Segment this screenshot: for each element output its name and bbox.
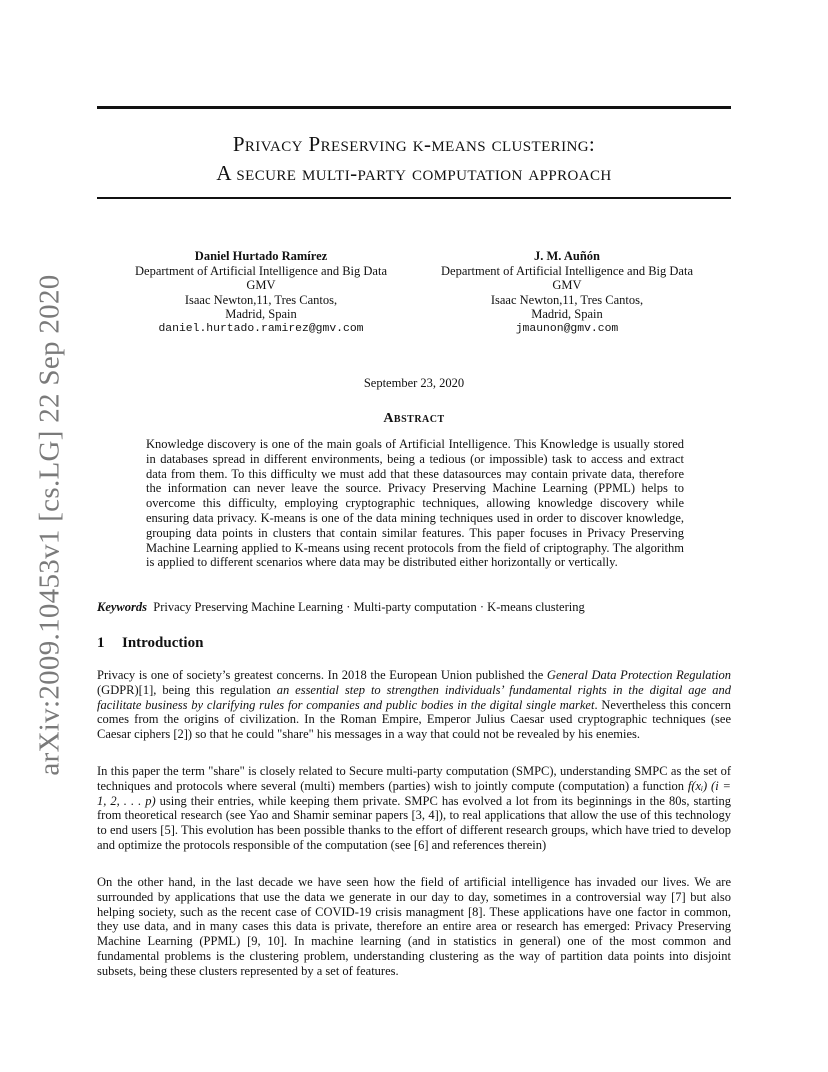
author-block-2 bbox=[423, 249, 711, 337]
title-line-2: A secure multi-party computation approach bbox=[216, 161, 612, 185]
section-heading-introduction bbox=[97, 635, 203, 652]
keywords-list: Privacy Preserving Machine Learning · Multi-party computation · K-means clustering bbox=[153, 600, 585, 614]
publication-date: September 23, 2020 bbox=[363, 376, 465, 390]
intro-paragraph-1 bbox=[97, 668, 731, 742]
intro-paragraph-2 bbox=[97, 764, 731, 853]
title-line-1: Privacy Preserving k-means clustering: bbox=[232, 132, 596, 156]
author-address: Isaac Newton,11, Tres Cantos, bbox=[490, 292, 644, 307]
author-organization: GMV bbox=[246, 278, 276, 293]
inline-math: f(xᵢ) (i = 1, 2, . . . p) bbox=[97, 778, 731, 808]
section-number: 1 bbox=[97, 635, 105, 651]
intro-paragraph-3: On the other hand, in the last decade we have seen how the field of artificial intelligence has invaded our lives. We are surrounded by applications that use the data we generate in our day to day, sometimes in a controversial way [7] but also helping society, such as the recent case of COVID-19 crisis managment [8]. These applications have one factor in common, they use data, and in many cases this data is private, therefore an entire area or research has emerged: Privacy Preserving Machine Learning (PPML) [9, 10]. In machine learning (and in statistics in general) one of the most common and fundamental problems is the clustering problem, understanding clustering as the way of partition data points into disjoint subsets, being these clusters represented by a set of features. bbox=[97, 875, 731, 978]
text-run: Privacy is one of society’s greatest concerns. In 2018 the European Union published the bbox=[97, 668, 547, 682]
keywords bbox=[97, 600, 731, 615]
title-top-rule bbox=[97, 106, 731, 109]
keywords-label: Keywords bbox=[97, 600, 147, 614]
author-organization: GMV bbox=[552, 278, 582, 293]
author-name: Daniel Hurtado Ramírez bbox=[194, 249, 328, 263]
gdpr-name: General Data Protection Regulation bbox=[546, 668, 731, 682]
text-run: . Nevertheless this concern comes from the origins of civilization. In the Roman Empire, Emperor Julius Caesar used cryptographic techniques (see Caesar ciphers [2]) so that he could "share" his messages in a way that could not be revealed by his enemies. bbox=[97, 697, 731, 742]
arxiv-stamp: arXiv:2009.10453v1 [cs.LG] 22 Sep 2020 bbox=[33, 274, 66, 776]
section-title: Introduction bbox=[122, 635, 204, 651]
text-run: using their entries, while keeping them private. SMPC has evolved a lot from its beginnings in the 80s, starting from theoretical research (see Yao and Shamir seminar papers [3, 4]), to real applications that allow the use of this technology to end users [5]. This evolution has been possible thanks to the effort of different research groups, which have tried to develop and optimize the protocols responsible of the computation (see [6] and references therein) bbox=[97, 793, 731, 852]
author-email[interactable]: jmaunon@gmv.com bbox=[515, 322, 619, 335]
abstract-text: Knowledge discovery is one of the main goals of Artificial Intelligence. This Knowledge is usually stored in databases spread in different environments, being a tedious (or impossible) task to access and extract data from them. To this difficulty we must add that these datasources may contain private data, therefore the information can never leave the source. Privacy Preserving Machine Learning (PPML) helps to overcome this difficulty, employing cryptographic techniques, allowing knowledge discovery while ensuring data privacy. K-means is one of the data mining techniques used in order to discover knowledge, grouping data points in clusters that contain similar features. This paper focuses in Privacy Preserving Machine Learning applied to K-means using recent protocols from the field of criptography. The algorithm is applied to different scenarios where data may be distributed either horizontally or vertically. bbox=[146, 437, 684, 570]
title-bottom-rule bbox=[97, 197, 731, 199]
text-run: In this paper the term "share" is closely related to Secure multi-party computation (SMPC), understanding SMPC as the set of techniques and protocols where several (multi) members (parties) wish to jointly compute (computation) a function bbox=[97, 764, 731, 793]
abstract-heading: Abstract bbox=[383, 411, 445, 426]
paper-title bbox=[97, 130, 731, 188]
author-email[interactable]: daniel.hurtado.ramirez@gmv.com bbox=[158, 322, 364, 335]
text-run: (GDPR)[1], being this regulation bbox=[97, 682, 277, 697]
author-department: Department of Artificial Intelligence and Big Data bbox=[135, 263, 387, 278]
author-department: Department of Artificial Intelligence and Big Data bbox=[441, 263, 693, 278]
gdpr-quote: an essential step to strengthen individuals’ fundamental rights in the digital age and facilitate business by clarifying rules for companies and public bodies in the digital single market bbox=[97, 682, 731, 712]
author-city: Madrid, Spain bbox=[225, 307, 297, 322]
author-name: J. M. Auñón bbox=[534, 249, 600, 263]
author-city: Madrid, Spain bbox=[531, 307, 603, 322]
author-block-1 bbox=[115, 249, 407, 337]
author-address: Isaac Newton,11, Tres Cantos, bbox=[184, 292, 338, 307]
